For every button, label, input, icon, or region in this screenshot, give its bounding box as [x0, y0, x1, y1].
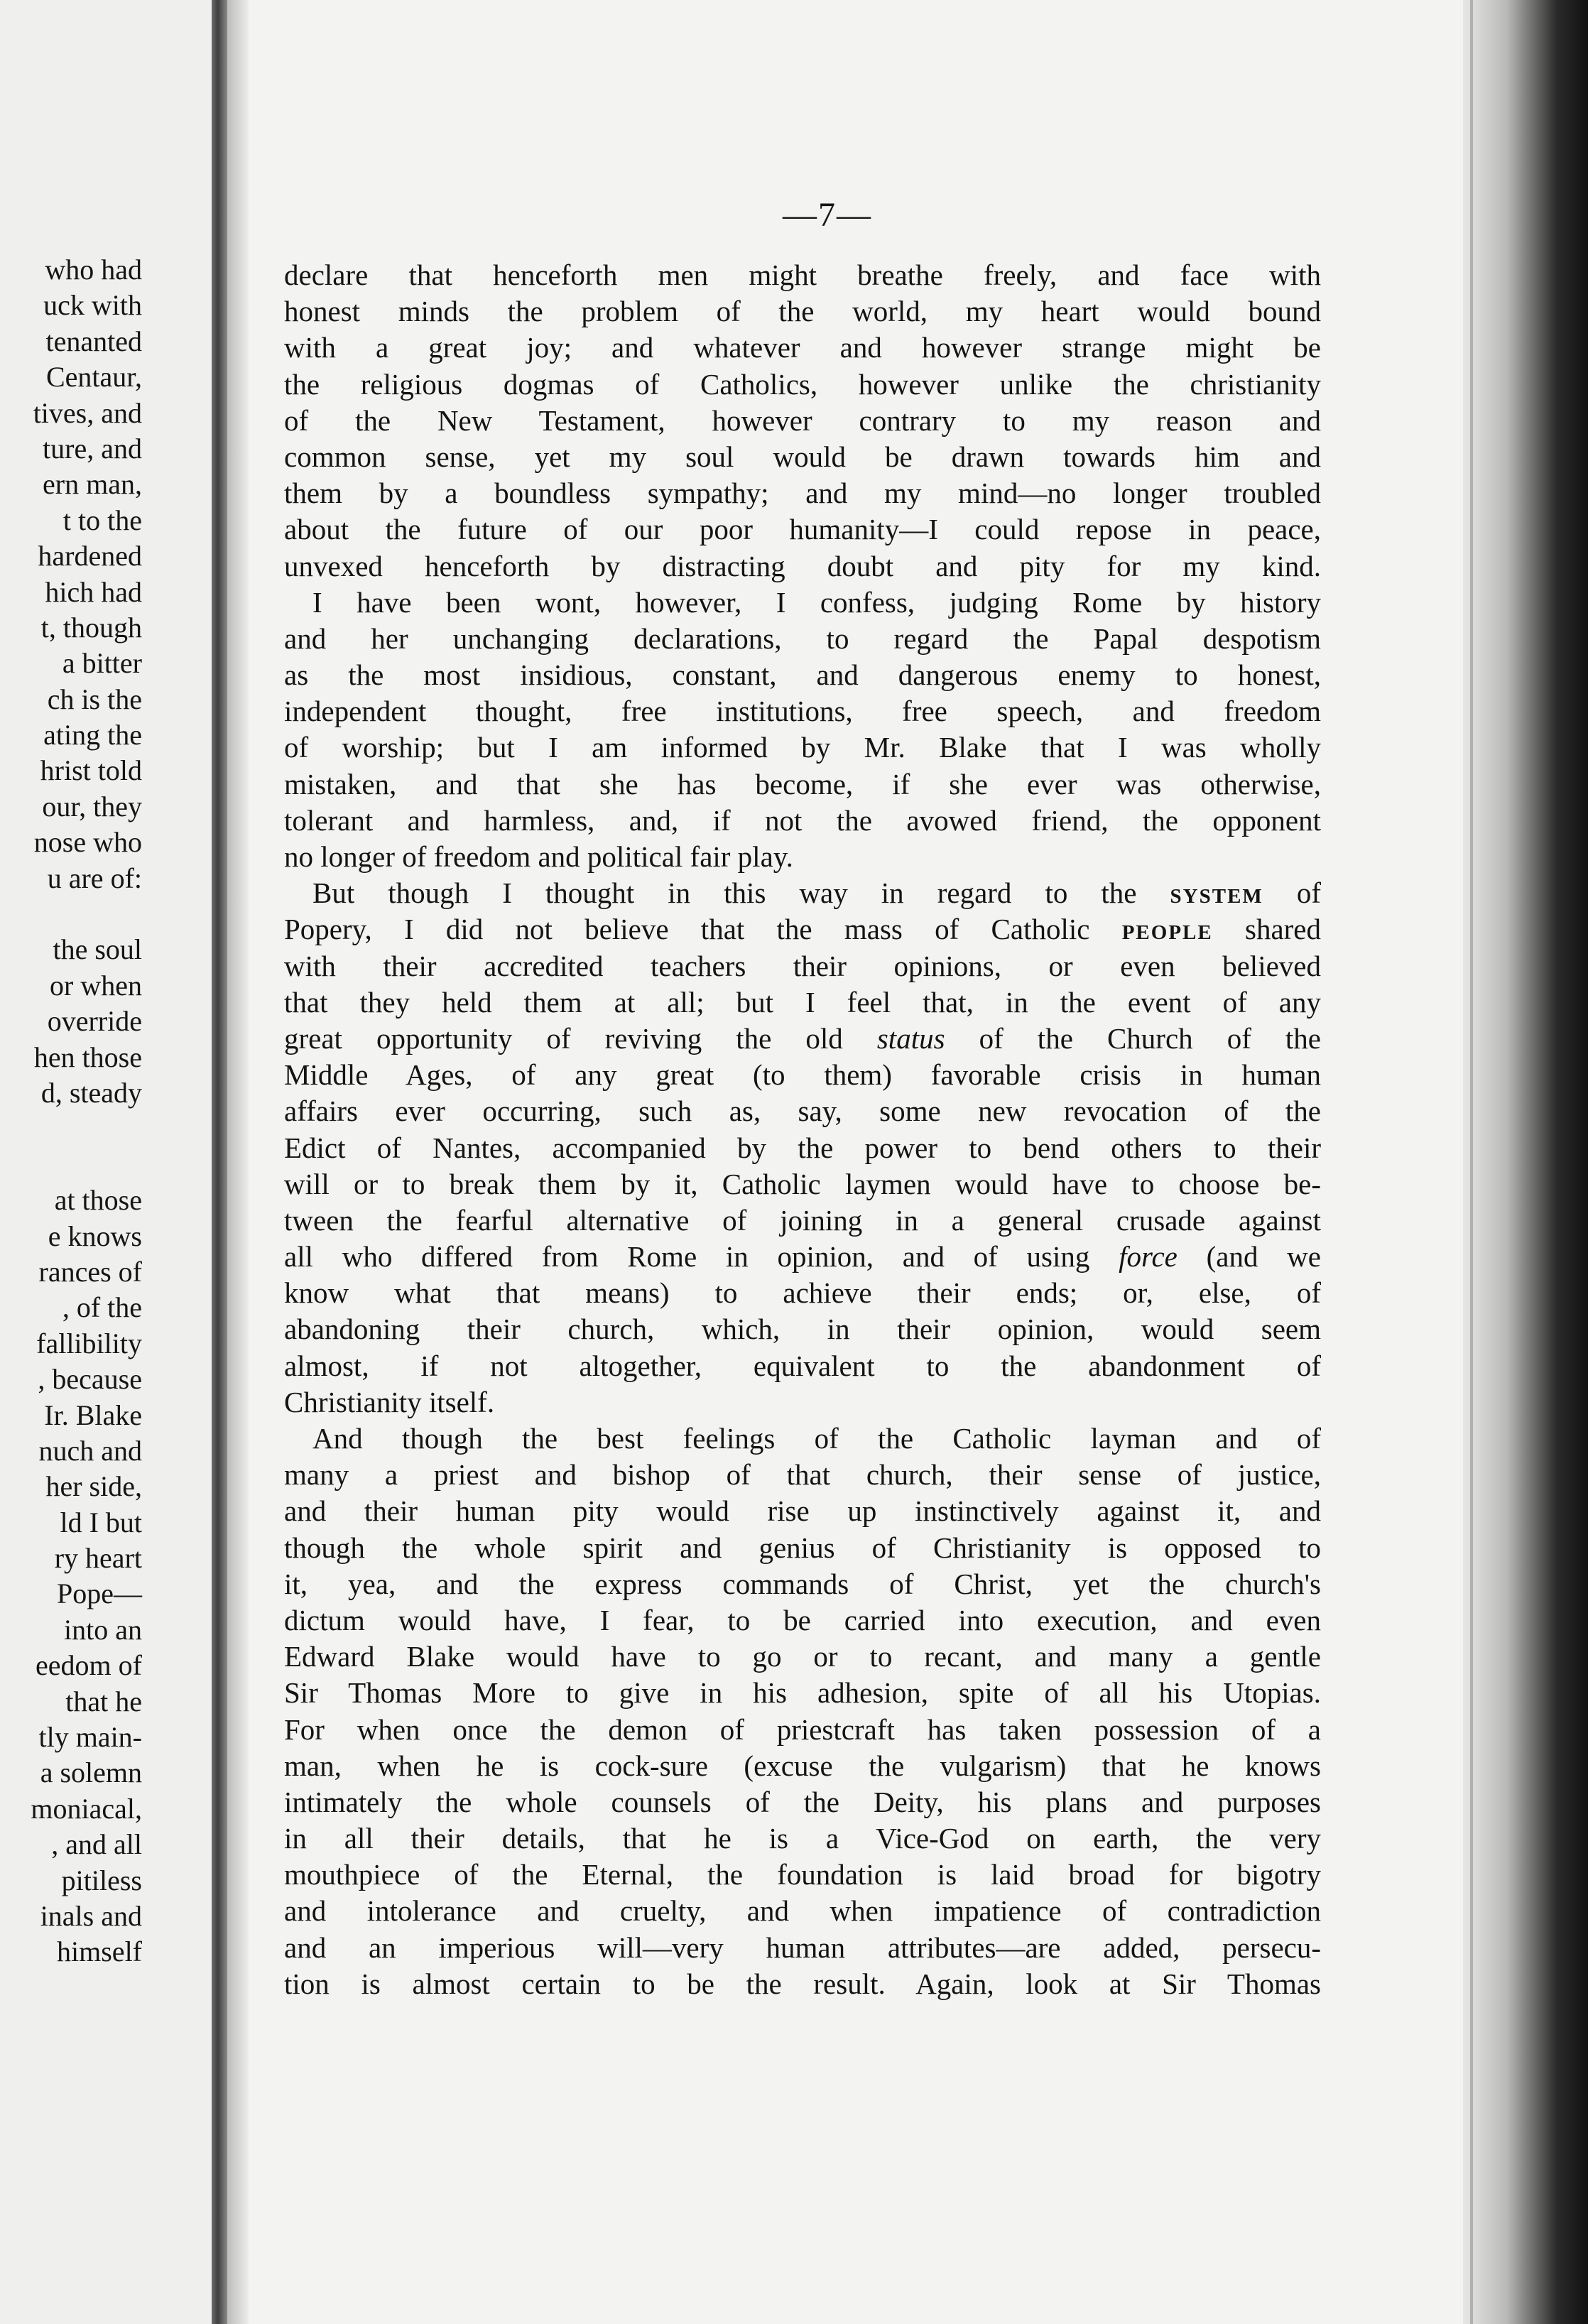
- text-line: that they held them at all; but I feel that, in the event of any: [284, 985, 1321, 1019]
- left-fragment-line: hen those: [33, 1041, 142, 1073]
- left-fragment-line: rances of: [38, 1255, 142, 1288]
- styled-word: system: [1170, 876, 1263, 910]
- left-fragment-line: who had: [45, 254, 142, 286]
- left-fragment-line: tly main-: [38, 1721, 142, 1754]
- left-fragment-line: Centaur,: [45, 361, 142, 393]
- text-line: with their accredited teachers their opinions, or even believed: [284, 949, 1321, 982]
- text-line: Edward Blake would have to go or to recant, and many a gentle: [284, 1640, 1321, 1673]
- left-fragment-line: himself: [57, 1935, 142, 1968]
- left-fragment-line: or when: [50, 969, 142, 1001]
- text-line: it, yea, and the express commands of Christ, yet the church's: [284, 1567, 1321, 1600]
- text-line: and an imperious will—very human attributes—are added, persecu-: [284, 1931, 1321, 1964]
- left-fragment-line: [0, 1147, 142, 1183]
- text-line: mouthpiece of the Eternal, the foundation is laid broad for bigotry: [284, 1858, 1321, 1891]
- text-line: the religious dogmas of Catholics, however unlike the christianity: [284, 367, 1321, 401]
- left-fragment-line: u are of:: [47, 862, 142, 894]
- left-fragment-line: , and all: [51, 1828, 142, 1861]
- text-line: Middle Ages, of any great (to them) favorable crisis in human: [284, 1058, 1321, 1092]
- left-fragment-line: tives, and: [33, 396, 142, 429]
- left-fragment-line: e knows: [48, 1220, 142, 1252]
- text-line: and their human pity would rise up instinctively against it, and: [284, 1494, 1321, 1528]
- text-line: many a priest and bishop of that church, their sense of justice,: [284, 1458, 1321, 1492]
- line-segment: great opportunity of reviving the old: [284, 1021, 877, 1055]
- text-line: no longer of freedom and political fair play.: [284, 840, 793, 873]
- left-fragment-line: , because: [38, 1363, 142, 1396]
- text-line: about the future of our poor humanity—I could repose in peace,: [284, 513, 1321, 546]
- text-line: as the most insidious, constant, and dangerous enemy to honest,: [284, 658, 1321, 692]
- styled-word: people: [1121, 913, 1213, 946]
- left-page-fragment: [0, 0, 213, 2324]
- left-fragment-line: her side,: [45, 1470, 142, 1503]
- left-fragment-line: hrist told: [40, 754, 142, 787]
- text-line: in all their details, that he is a Vice-God on earth, the very: [284, 1822, 1321, 1855]
- line-segment: (and we: [1177, 1240, 1321, 1274]
- text-line: and her unchanging declarations, to regard the Papal despotism: [284, 621, 1321, 655]
- left-fragment-line: the soul: [53, 933, 142, 966]
- left-fragment-line: [0, 1111, 142, 1146]
- left-fragment-line: our, they: [42, 790, 142, 822]
- left-fragment-line: [0, 896, 142, 932]
- page-body-text: [284, 257, 1321, 2002]
- text-line: honest minds the problem of the world, my heart would bound: [284, 295, 1321, 328]
- styled-word: status: [876, 1021, 945, 1055]
- left-fragment-line: ture, and: [43, 432, 142, 465]
- left-fragment-line: ch is the: [47, 683, 142, 715]
- left-fragment-line: tenanted: [45, 325, 142, 357]
- text-line: them by a boundless sympathy; and my mind—no longer troubled: [284, 477, 1321, 510]
- left-fragment-line: into an: [64, 1613, 142, 1646]
- left-fragment-line: pitiless: [61, 1864, 142, 1896]
- text-line: tolerant and harmless, and, if not the avowed friend, the opponent: [284, 803, 1321, 837]
- text-line: know what that means) to achieve their ends; or, else, of: [284, 1276, 1321, 1310]
- left-fragment-line: that he: [65, 1685, 142, 1717]
- line-segment: But though I thought in this way in regard to the: [312, 876, 1170, 910]
- left-fragment-line: nuch and: [38, 1434, 142, 1467]
- text-line: [284, 875, 1321, 911]
- text-line: man, when he is cock-sure (excuse the vulgarism) that he knows: [284, 1749, 1321, 1782]
- text-line: And though the best feelings of the Catholic layman and of: [312, 1422, 1321, 1455]
- left-fragment-line: , of the: [62, 1291, 142, 1324]
- text-line: tion is almost certain to be the result. Again, look at Sir Thomas: [284, 1967, 1321, 2000]
- line-segment: all who differed from Rome in opinion, and of using: [284, 1240, 1119, 1274]
- line-segment: of: [1263, 876, 1321, 910]
- binding-fold: [212, 0, 227, 2324]
- text-line: dictum would have, I fear, to be carried into execution, and even: [284, 1603, 1321, 1636]
- left-fragment-line: ating the: [43, 719, 142, 751]
- left-fragment-line: at those: [54, 1184, 142, 1217]
- left-fragment-line: Pope—: [57, 1578, 142, 1610]
- line-segment: shared: [1212, 913, 1321, 946]
- text-line: with a great joy; and whatever and however strange might be: [284, 331, 1321, 364]
- text-line: unvexed henceforth by distracting doubt and pity for my kind.: [284, 549, 1321, 582]
- left-fragment-line: uck with: [43, 289, 142, 322]
- left-fragment-line: t to the: [62, 504, 142, 536]
- text-line: For when once the demon of priestcraft has taken possession of a: [284, 1712, 1321, 1746]
- text-line: Christianity itself.: [284, 1385, 495, 1418]
- left-fragment-line: a solemn: [40, 1756, 142, 1789]
- text-line: will or to break them by it, Catholic laymen would have to choose be-: [284, 1167, 1321, 1200]
- text-line: common sense, yet my soul would be drawn towards him and: [284, 440, 1321, 473]
- left-fragment-line: fallibility: [36, 1327, 142, 1359]
- text-line: of the New Testament, however contrary to my reason and: [284, 403, 1321, 437]
- text-line: declare that henceforth men might breathe freely, and face with: [284, 259, 1321, 291]
- line-segment: of the Church of the: [945, 1021, 1321, 1055]
- left-page-text: [0, 252, 142, 1970]
- binding-shadow: [227, 0, 249, 2324]
- left-fragment-line: ry heart: [54, 1542, 142, 1575]
- text-line: Edict of Nantes, accompanied by the power to bend others to their: [284, 1131, 1321, 1164]
- text-line: [284, 1021, 1321, 1057]
- text-line: tween the fearful alternative of joining in a general crusade against: [284, 1203, 1321, 1237]
- text-line: and intolerance and cruelty, and when impatience of contradiction: [284, 1894, 1321, 1928]
- text-line: affairs ever occurring, such as, say, some new revocation of the: [284, 1095, 1321, 1128]
- left-fragment-line: a bitter: [62, 647, 142, 680]
- left-fragment-line: moniacal,: [31, 1792, 142, 1825]
- text-line: intimately the whole counsels of the Deity, his plans and purposes: [284, 1785, 1321, 1818]
- text-line: mistaken, and that she has become, if she ever was otherwise,: [284, 767, 1321, 800]
- page-edge: [1463, 0, 1588, 2324]
- text-line: abandoning their church, which, in their opinion, would seem: [284, 1313, 1321, 1346]
- left-fragment-line: d, steady: [40, 1076, 142, 1109]
- left-fragment-line: eedom of: [36, 1649, 142, 1682]
- text-line: [284, 1239, 1321, 1275]
- text-line: almost, if not altogether, equivalent to the abandonment of: [284, 1349, 1321, 1382]
- left-fragment-line: inals and: [40, 1899, 142, 1932]
- left-fragment-line: ld I but: [60, 1506, 142, 1538]
- text-line: independent thought, free institutions, free speech, and freedom: [284, 695, 1321, 728]
- left-fragment-line: hardened: [38, 540, 142, 572]
- page-number: —7—: [783, 196, 872, 234]
- styled-word: force: [1119, 1240, 1178, 1274]
- left-fragment-line: override: [47, 1005, 142, 1038]
- text-line: of worship; but I am informed by Mr. Blake that I was wholly: [284, 731, 1321, 764]
- text-line: [284, 911, 1321, 947]
- left-fragment-line: t, though: [40, 611, 142, 644]
- text-line: Sir Thomas More to give in his adhesion, spite of all his Utopias.: [284, 1676, 1321, 1710]
- page-edge-line: [1470, 0, 1473, 2324]
- left-fragment-line: ern man,: [43, 468, 142, 501]
- line-segment: Popery, I did not believe that the mass of Catholic: [284, 913, 1122, 946]
- left-fragment-line: nose who: [33, 826, 142, 859]
- text-line: though the whole spirit and genius of Christianity is opposed to: [284, 1531, 1321, 1564]
- left-fragment-line: hich had: [45, 575, 142, 608]
- text-line: I have been wont, however, I confess, judging Rome by history: [312, 585, 1321, 619]
- left-fragment-line: Ir. Blake: [44, 1399, 142, 1431]
